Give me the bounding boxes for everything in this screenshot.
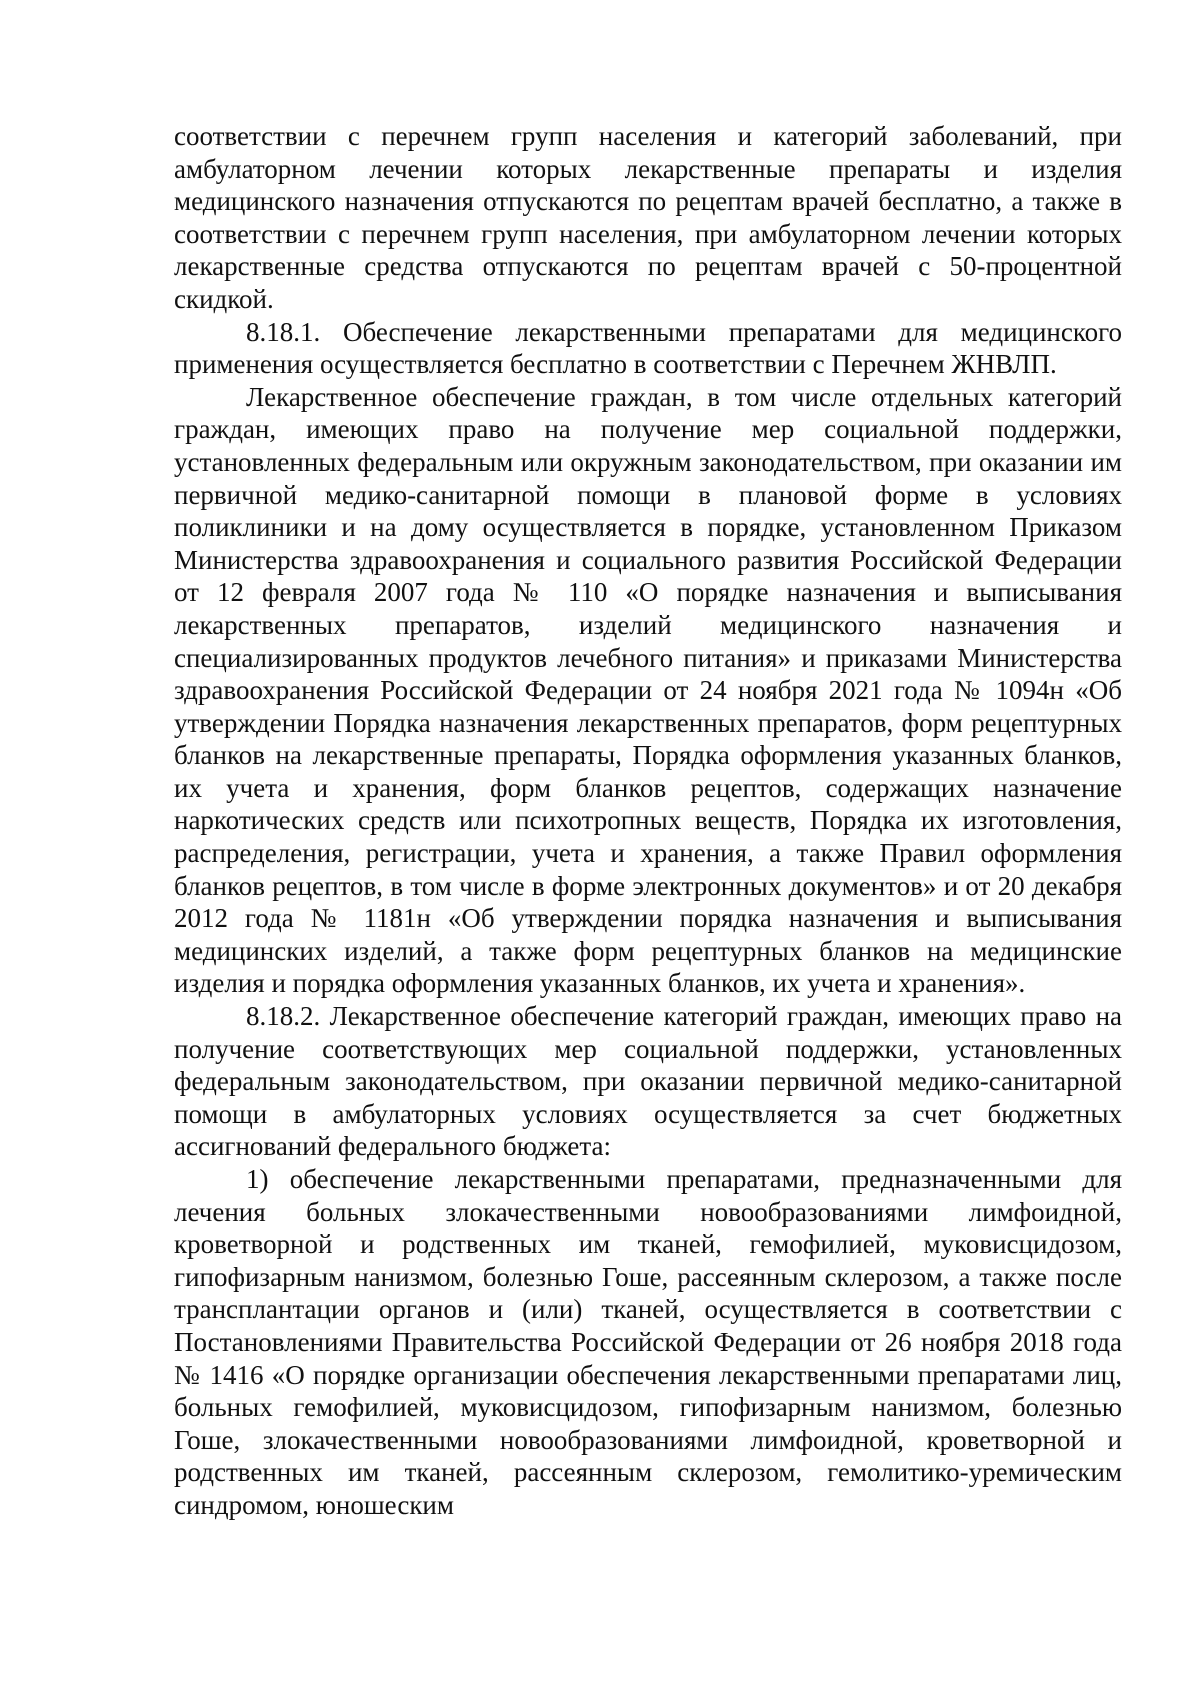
paragraph-item-1: 1) обеспечение лекарственными препаратами, предназначенными для лечения больных злокачественными новообразованиями лимфоидной, кроветворной и родственных им тканей, гемофилией, муковисцидозом, гипофизарным нанизмом, болезнью Гоше, рассеянным склерозом, а также после трансплантации органов и (или) тканей, осуществляется в соответствии с Постановлениями Правительства Российской Федерации от 26 ноября 2018 года № 1416 «О порядке организации обеспечения лекарственными препаратами лиц, больных гемофилией, муковисцидозом, гипофизарным нанизмом, болезнью Гоше, злокачественными новообразованиями лимфоидной, кроветворной и родственных им тканей, рассеянным склерозом, гемолитико-уремическим синдромом, юношеским [174, 1164, 1122, 1520]
paragraph-continuation: соответствии с перечнем групп населения и категорий заболеваний, при амбулаторном лечении которых лекарственные препараты и изделия медицинского назначения отпускаются по рецептам врачей бесплатно, а также в соответствии с перечнем групп населения, при амбулаторном лечении которых лекарственные средства отпускаются по рецептам врачей с 50-процентной скидкой. [174, 121, 1122, 314]
paragraph-8-18-1: 8.18.1. Обеспечение лекарственными препаратами для медицинского применения осуществляется бесплатно в соответствии с Перечнем ЖНВЛП. [174, 316, 1122, 380]
paragraph-drug-provision: Лекарственное обеспечение граждан, в том числе отдельных категорий граждан, имеющих право на получение мер социальной поддержки, установленных федеральным или окружным законодательством, при оказании им первичной медико-санитарной помощи в плановой форме в условиях поликлиники и на дому осуществляется в порядке, установленном Приказом Министерства здравоохранения и социального развития Российской Федерации от 12 февраля 2007 года № 110 «О порядке назначения и выписывания лекарственных препаратов, изделий медицинского назначения и специализированных продуктов лечебного питания» и приказами Министерства здравоохранения Российской Федерации от 24 ноября 2021 года № 1094н «Об утверждении Порядка назначения лекарственных препаратов, форм рецептурных бланков на лекарственные препараты, Порядка оформления указанных бланков, их учета и хранения, форм бланков рецептов, содержащих назначение наркотических средств или психотропных веществ, Порядка их изготовления, распределения, регистрации, учета и хранения, а также Правил оформления бланков рецептов, в том числе в форме электронных документов» и от 20 декабря 2012 года № 1181н «Об утверждении порядка назначения и выписывания медицинских изделий, а также форм рецептурных бланков на медицинские изделия и порядка оформления указанных бланков, их учета и хранения». [174, 381, 1122, 999]
document-body [174, 120, 1122, 1522]
paragraph-8-18-2: 8.18.2. Лекарственное обеспечение категорий граждан, имеющих право на получение соответствующих мер социальной поддержки, установленных федеральным законодательством, при оказании первичной медико-санитарной помощи в амбулаторных условиях осуществляется за счет бюджетных ассигнований федерального бюджета: [174, 1001, 1122, 1162]
